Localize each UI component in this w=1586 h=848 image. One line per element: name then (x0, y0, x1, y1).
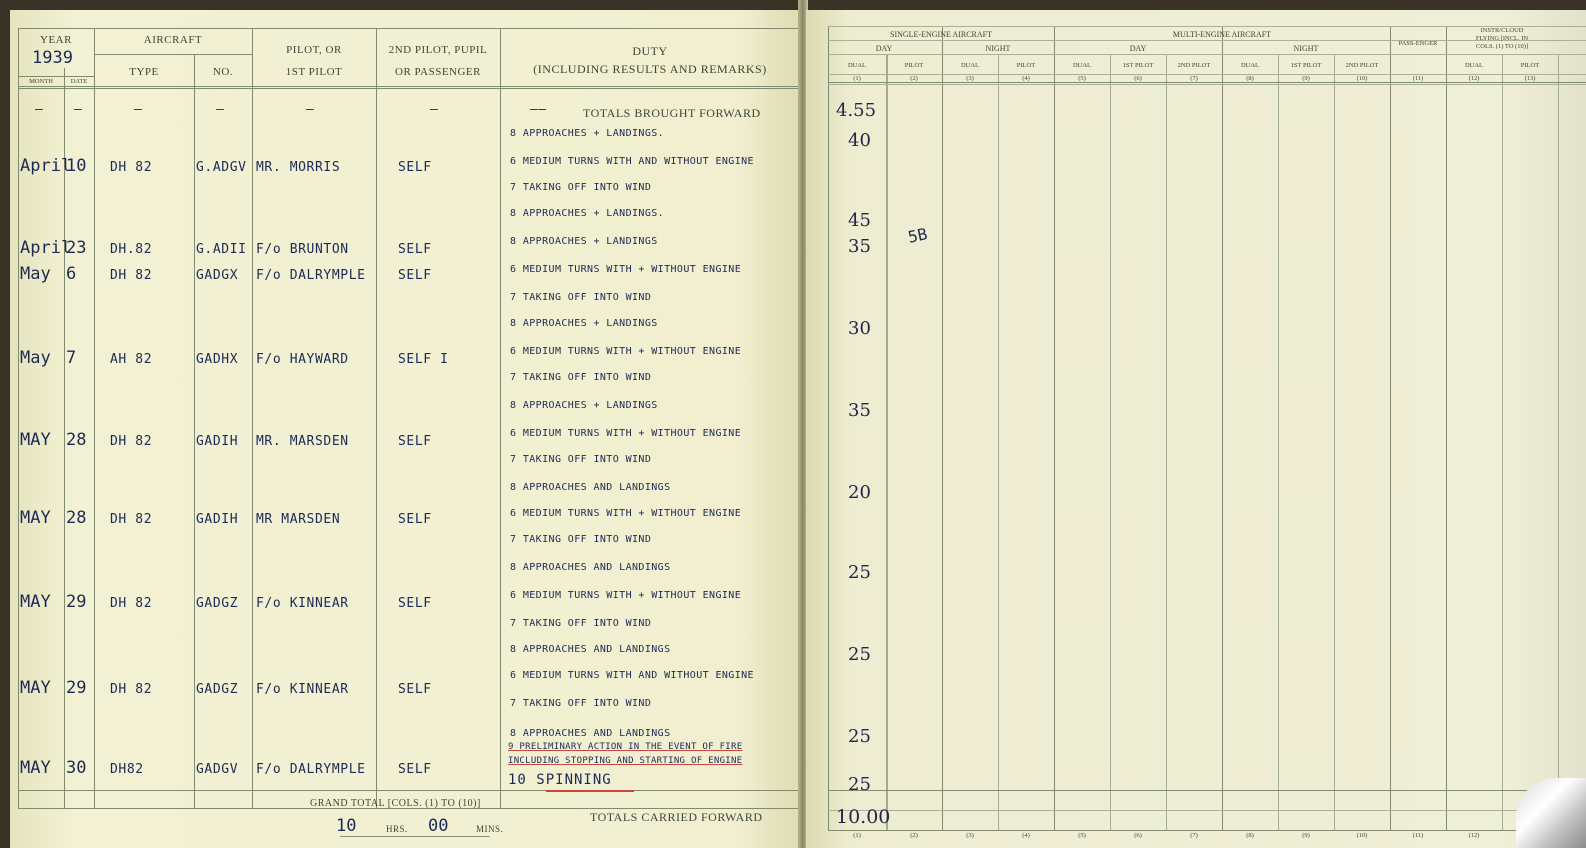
pilot-time-entry: 5B (906, 224, 930, 247)
red-underline (546, 790, 634, 792)
grid-line (828, 810, 1586, 811)
type-label: TYPE (129, 66, 159, 78)
grid-line (828, 830, 1586, 831)
grid-line (1222, 26, 1223, 830)
column-number: (6) (1134, 832, 1142, 839)
sub-header-second-pilot: 2ND PILOT (1345, 62, 1379, 69)
entry-month: MAY (20, 678, 51, 698)
dash-month: – (35, 102, 44, 117)
pilot-label: PILOT, OR (286, 44, 342, 56)
grid-line (1054, 26, 1055, 830)
entry-no: GADHX (196, 352, 239, 367)
me-night-label: NIGHT (1293, 44, 1319, 53)
entry-date: 6 (66, 264, 77, 284)
column-number: (8) (1246, 75, 1254, 82)
entry-type: DH82 (110, 762, 144, 777)
duty-line: 8 APPROACHES AND LANDINGS (510, 644, 671, 655)
dual-time-t9: 25 (848, 726, 871, 747)
grid-line (998, 54, 999, 830)
se-night-label: NIGHT (985, 44, 1011, 53)
duty-line: 6 MEDIUM TURNS WITH AND WITHOUT ENGINE (510, 670, 754, 681)
dual-time-t6: 20 (848, 482, 871, 503)
entry-pilot: MR MARSDEN (256, 512, 341, 527)
grid-line (828, 54, 1586, 55)
column-number: (6) (1134, 75, 1142, 82)
column-number: (9) (1302, 75, 1310, 82)
entry-second: SELF (398, 434, 432, 449)
sub-header-pilot: PILOT (904, 62, 924, 69)
entry-date: 30 (66, 758, 87, 778)
entry-month: MAY (20, 758, 51, 778)
entry-no: GADGV (196, 762, 239, 777)
sub-header-dual: DUAL (960, 62, 980, 69)
entry-date: 7 (66, 348, 77, 368)
entry-type: DH 82 (110, 596, 153, 611)
passenger-label: PASS-ENGER (1398, 40, 1438, 47)
entry-second: SELF (398, 512, 432, 527)
column-number: (11) (1412, 75, 1424, 82)
grid-line (828, 84, 1586, 85)
me-day-label: DAY (1129, 44, 1147, 53)
column-number: (8) (1246, 832, 1254, 839)
duty-line: 6 MEDIUM TURNS WITH + WITHOUT ENGINE (510, 590, 742, 601)
grid-line (828, 790, 1586, 791)
entry-month: April (20, 156, 72, 176)
sub-header-first-pilot: 1ST PILOT (1122, 62, 1154, 69)
column-number: (7) (1190, 75, 1198, 82)
column-number: (7) (1190, 832, 1198, 839)
grand-total-mins: 00 (428, 816, 449, 836)
column-number: (3) (966, 832, 974, 839)
grid-line (828, 26, 829, 830)
mins-label: MINS. (476, 824, 504, 834)
grand-total-label: GRAND TOTAL [COLS. (1) TO (10)] (310, 798, 481, 809)
se-day-label: DAY (875, 44, 893, 53)
column-number: (1) (853, 75, 861, 82)
entry-no: GADGZ (196, 682, 239, 697)
entry-pilot: F/o HAYWARD (256, 352, 349, 367)
column-number: (12) (1468, 832, 1480, 839)
entry-date: 29 (66, 592, 87, 612)
duty-line: 7 TAKING OFF INTO WIND (510, 698, 652, 709)
entry-month: May (20, 264, 51, 284)
column-number: (5) (1078, 832, 1086, 839)
entry-second: SELF (398, 242, 432, 257)
grid-line (828, 82, 1586, 83)
duty-line-9a: 9 PRELIMINARY ACTION IN THE EVENT OF FIRE (508, 742, 743, 752)
hrs-label: HRS. (386, 824, 408, 834)
grid-line (942, 26, 943, 830)
instr-label-3: COLS. (1) TO (10)] (1475, 43, 1529, 50)
date-label: DATE (70, 78, 88, 85)
dual-time-brought: 4.55 (836, 100, 877, 121)
sub-header-dual: DUAL (1464, 62, 1484, 69)
no-label: NO. (212, 66, 234, 78)
entry-second: SELF (398, 268, 432, 283)
duty-line: 8 APPROACHES AND LANDINGS (510, 482, 671, 493)
entry-date: 28 (66, 430, 87, 450)
brought-forward-label: TOTALS BROUGHT FORWARD (583, 106, 761, 120)
sub-header-dual: DUAL (847, 62, 867, 69)
entry-month: MAY (20, 430, 51, 450)
duty-line: 7 TAKING OFF INTO WIND (510, 534, 652, 545)
sub-header-pilot: PILOT (1520, 62, 1540, 69)
duty-line: 6 MEDIUM TURNS WITH + WITHOUT ENGINE (510, 508, 742, 519)
grid-line (1334, 54, 1335, 830)
aircraft-label: AIRCRAFT (143, 34, 203, 46)
duty-line: 8 APPROACHES AND LANDINGS (510, 728, 671, 739)
duty-line: 8 APPROACHES + LANDINGS (510, 236, 658, 247)
month-label: MONTH (29, 78, 53, 85)
grid-line (1502, 54, 1503, 830)
grid-line (1558, 54, 1559, 830)
sub-header-dual: DUAL (1072, 62, 1092, 69)
entry-no: G.ADII (196, 242, 247, 257)
dash-second: — (430, 102, 439, 117)
dual-time-t3: 35 (848, 236, 871, 257)
duty-line: 6 MEDIUM TURNS WITH AND WITHOUT ENGINE (510, 156, 754, 167)
entry-second: SELF (398, 682, 432, 697)
duty-line: 8 APPROACHES + LANDINGS. (510, 208, 665, 219)
entry-date: 10 (66, 156, 87, 176)
duty-line: 6 MEDIUM TURNS WITH + WITHOUT ENGINE (510, 428, 742, 439)
column-number: (10) (1356, 75, 1368, 82)
entry-no: GADIH (196, 434, 239, 449)
right-page (806, 10, 1586, 848)
entry-month: MAY (20, 592, 51, 612)
column-number: (12) (1468, 75, 1480, 82)
duty-line: 7 TAKING OFF INTO WIND (510, 454, 652, 465)
column-number: (5) (1078, 75, 1086, 82)
entry-month: May (20, 348, 51, 368)
sub-header-pilot: PILOT (1016, 62, 1036, 69)
column-number: (9) (1302, 832, 1310, 839)
multi-engine-label: MULTI-ENGINE AIRCRAFT (1172, 30, 1272, 39)
entry-pilot: MR. MORRIS (256, 160, 341, 175)
dual-time-t10: 25 (848, 774, 871, 795)
dual-time-t1: 40 (848, 130, 871, 151)
entry-date: 29 (66, 678, 87, 698)
column-number: (10) (1356, 832, 1368, 839)
column-number: (3) (966, 75, 974, 82)
left-page (10, 10, 800, 848)
dual-time-t2: 45 (848, 210, 871, 231)
duty-line: 7 TAKING OFF INTO WIND (510, 618, 652, 629)
entry-pilot: F/o KINNEAR (256, 682, 349, 697)
column-number: (1) (853, 832, 861, 839)
column-number: (2) (910, 75, 918, 82)
entry-type: DH 82 (110, 434, 153, 449)
entry-pilot: F/o KINNEAR (256, 596, 349, 611)
duty-line-10: 10 SPINNING (508, 772, 612, 788)
duty-line: 8 APPROACHES + LANDINGS (510, 318, 658, 329)
dual-time-t5: 35 (848, 400, 871, 421)
entry-month: MAY (20, 508, 51, 528)
dual-time-t7: 25 (848, 562, 871, 583)
grid-line (1446, 26, 1447, 830)
entry-no: G.ADGV (196, 160, 247, 175)
dual-total-carried: 10.00 (836, 806, 891, 828)
entry-type: DH.82 (110, 242, 153, 257)
page-curl (1516, 778, 1586, 848)
grid-line (1110, 54, 1111, 830)
sub-header-second-pilot: 2ND PILOT (1177, 62, 1211, 69)
grid-line (1166, 54, 1167, 830)
entry-type: DH 82 (110, 160, 153, 175)
grand-total-hrs: 10 (336, 816, 357, 836)
dash-no: — (216, 102, 225, 117)
entry-type: DH 82 (110, 268, 153, 283)
dash-pilot: — (306, 102, 315, 117)
entry-type: DH 82 (110, 512, 153, 527)
entry-pilot: MR. MARSDEN (256, 434, 349, 449)
duty-label: DUTY (632, 44, 668, 58)
dash-type: — (134, 102, 143, 117)
sub-header-dual: DUAL (1240, 62, 1260, 69)
entry-type: DH 82 (110, 682, 153, 697)
duty-label-2: (INCLUDING RESULTS AND REMARKS) (533, 62, 767, 76)
entry-month: April (20, 238, 72, 258)
entry-second: SELF I (398, 352, 449, 367)
dual-time-t8: 25 (848, 644, 871, 665)
column-number: (4) (1022, 832, 1030, 839)
entry-no: GADGZ (196, 596, 239, 611)
grid-line (887, 54, 888, 830)
duty-line: 8 APPROACHES + LANDINGS (510, 400, 658, 411)
entry-pilot: F/o BRUNTON (256, 242, 349, 257)
entry-pilot: F/o DALRYMPLE (256, 268, 366, 283)
instr-label-1: INSTR/CLOUD (1480, 27, 1524, 34)
pilot-label-2: 1ST PILOT (285, 66, 343, 78)
entry-type: AH 82 (110, 352, 153, 367)
sub-header-first-pilot: 1ST PILOT (1290, 62, 1322, 69)
duty-line: 6 MEDIUM TURNS WITH + WITHOUT ENGINE (510, 346, 742, 357)
carried-forward-label: TOTALS CARRIED FORWARD (590, 810, 763, 824)
duty-line: 6 MEDIUM TURNS WITH + WITHOUT ENGINE (510, 264, 742, 275)
column-number: (13) (1524, 75, 1536, 82)
duty-line: 7 TAKING OFF INTO WIND (510, 292, 652, 303)
grid-line (1390, 26, 1391, 830)
entry-second: SELF (398, 596, 432, 611)
duty-line: 8 APPROACHES + LANDINGS. (510, 128, 665, 139)
grid-line (1278, 54, 1279, 830)
duty-line: 7 TAKING OFF INTO WIND (510, 182, 652, 193)
second-pilot-label-2: OR PASSENGER (395, 66, 481, 78)
year-value: 1939 (32, 48, 73, 68)
entry-date: 28 (66, 508, 87, 528)
duty-line-9b: INCLUDING STOPPING AND STARTING OF ENGINE (508, 756, 743, 766)
dash-date: – (74, 102, 83, 117)
instr-label-2: FLYING [INCL. IN (1475, 35, 1529, 42)
entry-second: SELF (398, 762, 432, 777)
entry-no: GADGX (196, 268, 239, 283)
year-label: YEAR (40, 34, 72, 46)
column-number: (2) (910, 832, 918, 839)
single-engine-label: SINGLE-ENGINE AIRCRAFT (890, 30, 992, 39)
duty-line: 8 APPROACHES AND LANDINGS (510, 562, 671, 573)
brought-forward-dash: —— (530, 102, 547, 117)
second-pilot-label: 2ND PILOT, PUPIL (388, 44, 488, 56)
column-number: (4) (1022, 75, 1030, 82)
entry-date: 23 (66, 238, 87, 258)
entry-second: SELF (398, 160, 432, 175)
dual-time-t4: 30 (848, 318, 871, 339)
column-number: (11) (1412, 832, 1424, 839)
entry-no: GADIH (196, 512, 239, 527)
entry-pilot: F/o DALRYMPLE (256, 762, 366, 777)
duty-line: 7 TAKING OFF INTO WIND (510, 372, 652, 383)
